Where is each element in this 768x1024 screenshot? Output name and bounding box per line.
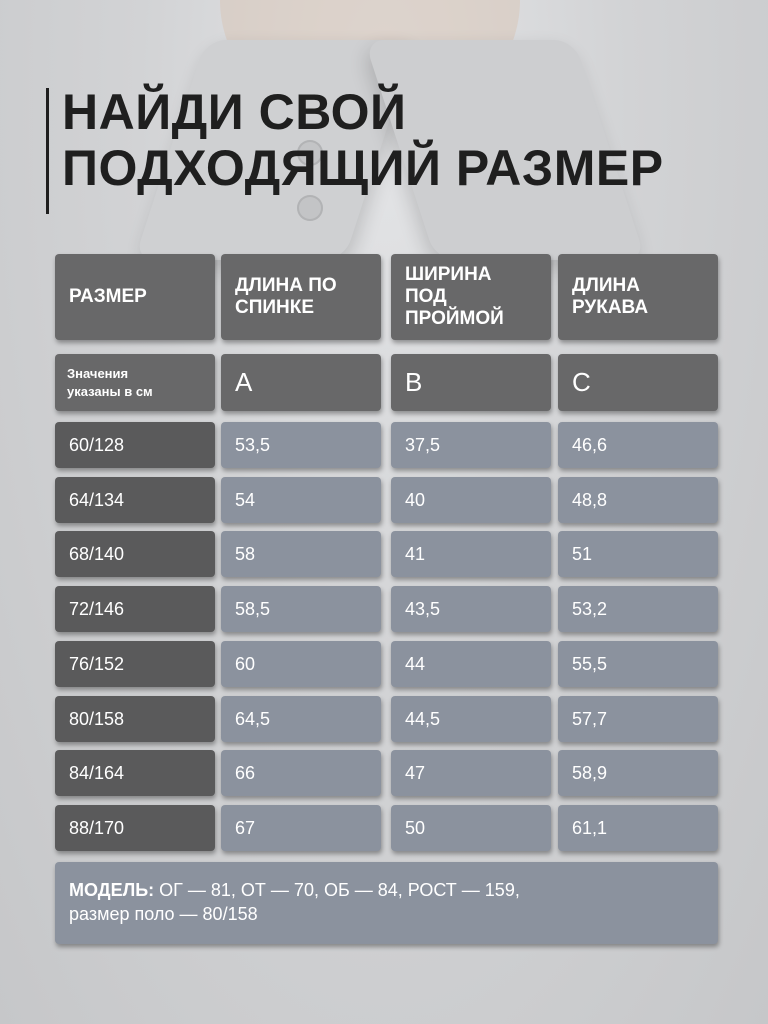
header-armhole-width-text xyxy=(405,264,504,330)
back-length-cell: 54 xyxy=(221,477,381,523)
size-cell: 64/134 xyxy=(55,477,215,523)
header-armhole-width-line-3: ПРОЙМОЙ xyxy=(405,308,504,329)
armhole-width-cell: 50 xyxy=(391,805,551,851)
header-armhole-width xyxy=(391,254,551,340)
model-label: МОДЕЛЬ: xyxy=(69,880,155,900)
column-letter-c: C xyxy=(558,354,718,411)
header-armhole-width-line-1: ШИРИНА xyxy=(405,264,492,285)
header-back-length xyxy=(221,254,381,340)
sleeve-length-cell: 61,1 xyxy=(558,805,718,851)
armhole-width-cell: 37,5 xyxy=(391,422,551,468)
size-cell: 68/140 xyxy=(55,531,215,577)
units-note-text xyxy=(67,365,153,401)
header-sleeve-length-line-2: РУКАВА xyxy=(572,297,649,318)
header-back-length-text xyxy=(235,275,337,319)
size-cell: 76/152 xyxy=(55,641,215,687)
armhole-width-cell: 44,5 xyxy=(391,696,551,742)
header-sleeve-length-line-1: ДЛИНА xyxy=(572,275,640,296)
header-sleeve-length xyxy=(558,254,718,340)
units-note-line-2: указаны в см xyxy=(67,383,153,399)
sleeve-length-cell: 46,6 xyxy=(558,422,718,468)
back-length-cell: 53,5 xyxy=(221,422,381,468)
armhole-width-cell: 43,5 xyxy=(391,586,551,632)
sleeve-length-cell: 53,2 xyxy=(558,586,718,632)
model-polo-size: размер поло — 80/158 xyxy=(69,904,258,924)
back-length-cell: 58,5 xyxy=(221,586,381,632)
size-cell: 80/158 xyxy=(55,696,215,742)
size-cell: 72/146 xyxy=(55,586,215,632)
header-size-line: РАЗМЕР xyxy=(69,286,147,307)
sleeve-length-cell: 57,7 xyxy=(558,696,718,742)
units-note xyxy=(55,354,215,411)
size-cell: 84/164 xyxy=(55,750,215,796)
back-length-cell: 64,5 xyxy=(221,696,381,742)
sleeve-length-cell: 55,5 xyxy=(558,641,718,687)
armhole-width-cell: 41 xyxy=(391,531,551,577)
title-line-2: ПОДХОДЯЩИЙ РАЗМЕР xyxy=(62,140,664,196)
header-size xyxy=(55,254,215,340)
armhole-width-cell: 47 xyxy=(391,750,551,796)
sleeve-length-cell: 58,9 xyxy=(558,750,718,796)
header-sleeve-length-text xyxy=(572,275,648,319)
back-length-cell: 58 xyxy=(221,531,381,577)
header-back-length-line-2: СПИНКЕ xyxy=(235,297,315,318)
armhole-width-cell: 44 xyxy=(391,641,551,687)
model-measurements: ОГ — 81, ОТ — 70, ОБ — 84, РОСТ — 159, xyxy=(154,880,520,900)
size-cell: 60/128 xyxy=(55,422,215,468)
back-length-cell: 67 xyxy=(221,805,381,851)
title-line-1: НАЙДИ СВОЙ xyxy=(62,84,407,140)
size-cell: 88/170 xyxy=(55,805,215,851)
title-accent-bar xyxy=(46,88,49,214)
header-size-text xyxy=(69,286,147,308)
shirt-button-icon xyxy=(297,195,323,221)
sleeve-length-cell: 48,8 xyxy=(558,477,718,523)
model-info xyxy=(55,862,718,944)
header-armhole-width-line-2: ПОД xyxy=(405,286,447,307)
page-title xyxy=(62,84,664,196)
back-length-cell: 60 xyxy=(221,641,381,687)
header-back-length-line-1: ДЛИНА ПО xyxy=(235,275,337,296)
sleeve-length-cell: 51 xyxy=(558,531,718,577)
units-note-line-1: Значения xyxy=(67,365,129,381)
column-letter-a: A xyxy=(221,354,381,411)
back-length-cell: 66 xyxy=(221,750,381,796)
armhole-width-cell: 40 xyxy=(391,477,551,523)
column-letter-b: B xyxy=(391,354,551,411)
